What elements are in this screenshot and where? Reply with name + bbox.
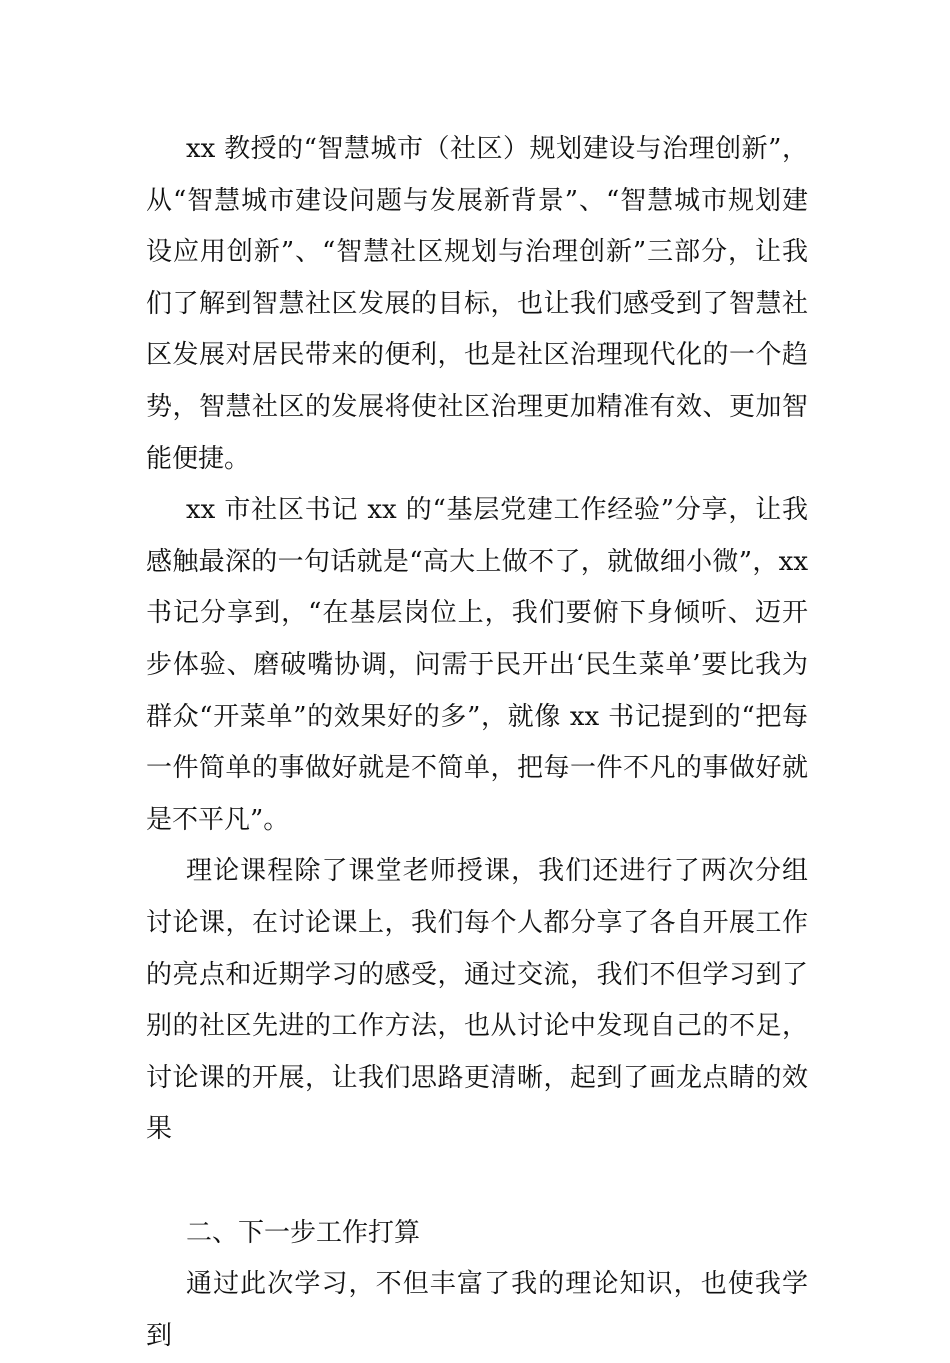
document-body: [146, 124, 808, 1363]
section-heading: 二、下一步工作打算: [186, 1217, 421, 1248]
paragraph-party-building: xx 市社区书记 xx 的“基层党建工作经验”分享，让我感触最深的一句话就是“高大上做不了，就做细小微”，xx 书记分享到，“在基层岗位上，我们要俯下身倾听、迈开步体验、磨破嘴协调，问需于民开出‘民生菜单’要比我为群众“开菜单”的效果好的多”，就像 xx 书记提到的“把每一件简单的事做好就是不简单，把每一件不凡的事做好就是不平凡”。: [146, 495, 808, 835]
paragraph-discussion-class: 理论课程除了课堂老师授课，我们还进行了两次分组讨论课，在讨论课上，我们每个人都分享了各自开展工作的亮点和近期学习的感受，通过交流，我们不但学习到了别的社区先进的工作方法，也从讨论中发现自己的不足，讨论课的开展，让我们思路更清晰，起到了画龙点睛的效果: [146, 856, 808, 1145]
paragraph-smart-community: xx 教授的“智慧城市（社区）规划建设与治理创新”，从“智慧城市建设问题与发展新背景”、“智慧城市规划建设应用创新”、“智慧社区规划与治理创新”三部分，让我们了解到智慧社区发展的目标，也让我们感受到了智慧社区发展对居民带来的便利，也是社区治理现代化的一个趋势，智慧社区的发展将使社区治理更加精准有效、更加智能便捷。: [146, 134, 808, 474]
paragraph-next-steps: 通过此次学习，不但丰富了我的理论知识，也使我学到: [146, 1269, 808, 1352]
